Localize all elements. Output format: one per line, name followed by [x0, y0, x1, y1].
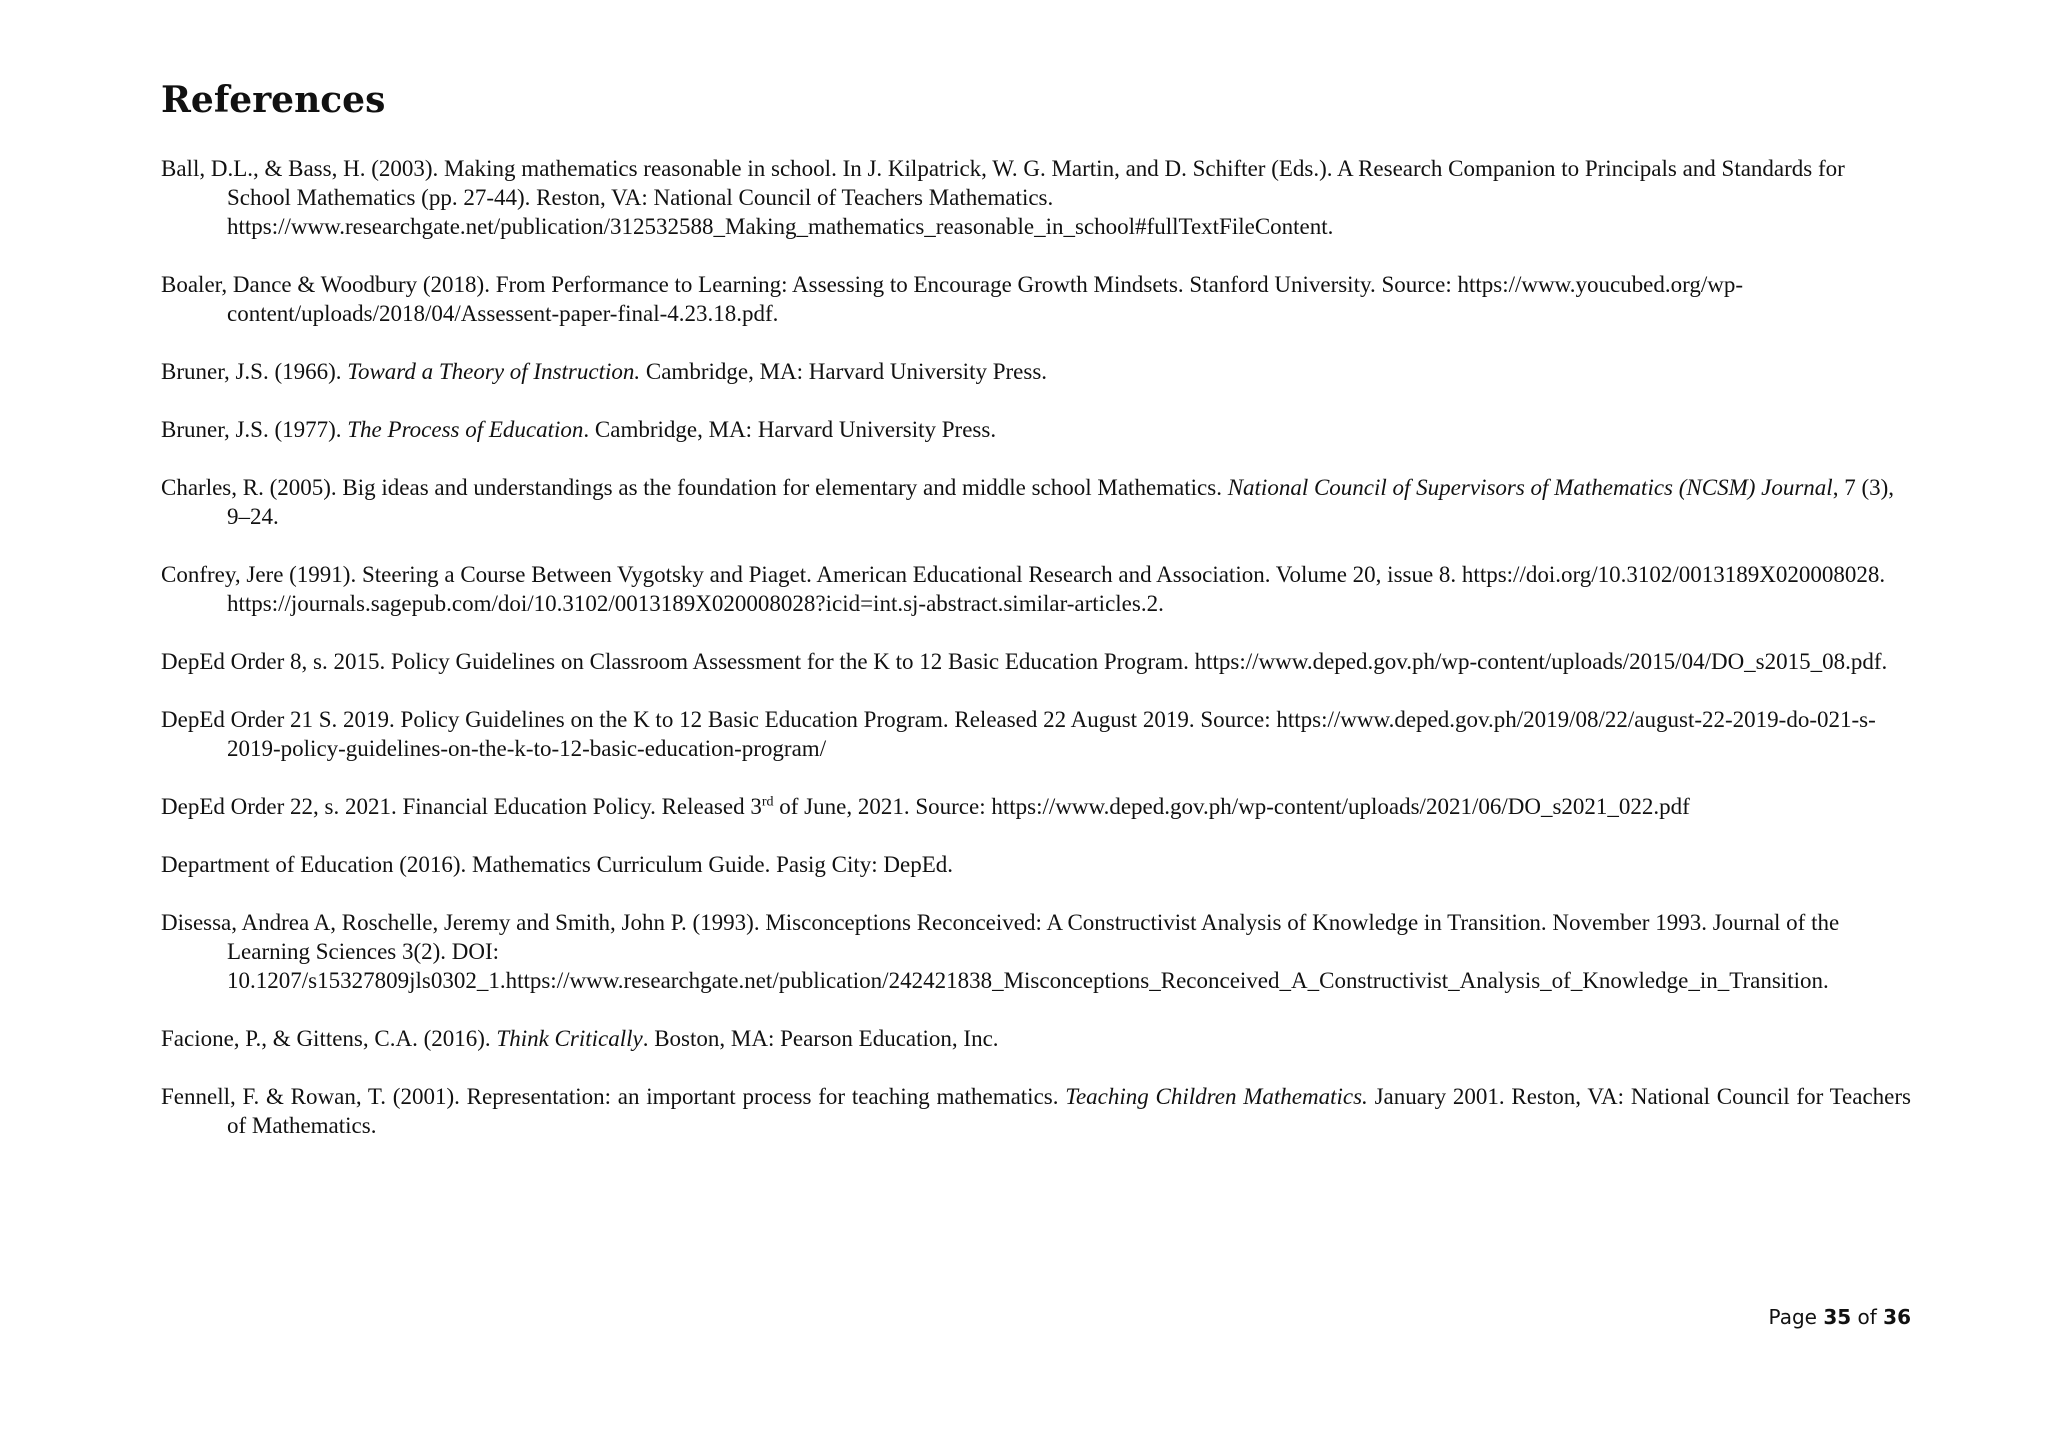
page-label: Page [1768, 1305, 1817, 1329]
reference-deped-order-21: DepEd Order 21 S. 2019. Policy Guidelines on the K to 12 Basic Education Program. Released 22 August 2019. Source: https://www.deped.gov.ph/2019/08/22/august-22-2019-do-021-s-2019-policy-guidelines-on-the-k-to-12-basic-education-program/ [161, 707, 1876, 761]
reference-deped-order-8: DepEd Order 8, s. 2015. Policy Guidelines on Classroom Assessment for the K to 12 Basic Education Program. https://www.deped.gov.ph/wp-content/uploads/2015/04/DO_s2015_08.pdf. [161, 649, 1888, 674]
reference-text: , 7 (3), 9–24. [227, 475, 1895, 529]
page-number [1769, 1304, 1911, 1330]
reference-text: Bruner, J.S. (1966). [161, 359, 348, 384]
reference-text: Fennell, F. & Rowan, T. (2001). Representation: an important process for teaching mathematics. [161, 1084, 1066, 1109]
reference-title: Think Critically [496, 1026, 643, 1051]
page-title: References [161, 79, 386, 121]
reference-charles [161, 473, 1911, 531]
reference-deped-order-22 [161, 792, 1911, 821]
reference-list [161, 154, 1911, 1169]
reference-title: The Process of Education [347, 417, 584, 442]
reference-disessa: Disessa, Andrea A, Roschelle, Jeremy and Smith, John P. (1993). Misconceptions Reconceived: A Constructivist Analysis of Knowledge in Transition. November 1993. Journal of the Learning Sciences 3(2). DOI: 10.1207/s15327809jls0302_1.https://www.researchgate.net/publication/242421838_Misconceptions_Reconceived_A_Constructivist_Analysis_of_Knowledge_in_Transition. [161, 910, 1840, 993]
reference-text: Cambridge, MA: Harvard University Press. [640, 359, 1048, 384]
reference-fennell [161, 1082, 1911, 1140]
of-label: of [1857, 1305, 1877, 1329]
reference-text: Facione, P., & Gittens, C.A. (2016). [161, 1026, 497, 1051]
reference-title: National Council of Supervisors of Mathematics (NCSM) Journal [1227, 475, 1833, 500]
reference-text: January 2001. Reston, VA: National Council for Teachers of Mathematics. [227, 1084, 1911, 1138]
reference-ball: Ball, D.L., & Bass, H. (2003). Making mathematics reasonable in school. In J. Kilpatrick, W. G. Martin, and D. Schifter (Eds.). A Research Companion to Principals and Standards for School Mathematics (pp. 27-44). Reston, VA: National Council of Teachers Mathematics. https://www.researchgate.net/publication/312532588_Making_mathematics_reasonable_in_school#fullTextFileContent. [161, 156, 1845, 239]
reference-text: . Cambridge, MA: Harvard University Press. [583, 417, 997, 442]
reference-confrey: Confrey, Jere (1991). Steering a Course Between Vygotsky and Piaget. American Educational Research and Association. Volume 20, issue 8. https://doi.org/10.3102/0013189X020008028. https://journals.sagepub.com/doi/10.3102/0013189X020008028?icid=int.sj-abstract.similar-articles.2. [161, 562, 1886, 616]
reference-text: Charles, R. (2005). Big ideas and understandings as the foundation for elementary and middle school Mathematics. [161, 475, 1228, 500]
current-page: 35 [1823, 1305, 1852, 1329]
document-page [161, 0, 1911, 1448]
reference-facione [161, 1024, 1911, 1053]
reference-text: DepEd Order 22, s. 2021. Financial Education Policy. Released 3 [161, 794, 762, 819]
reference-text: Bruner, J.S. (1977). [161, 417, 348, 442]
reference-bruner-1966 [161, 357, 1911, 386]
reference-bruner-1977 [161, 415, 1911, 444]
reference-title: Teaching Children Mathematics. [1065, 1084, 1368, 1109]
reference-title: Toward a Theory of Instruction. [347, 359, 641, 384]
ordinal-suffix: rd [761, 794, 774, 810]
total-pages: 36 [1883, 1305, 1911, 1329]
reference-deped-2016: Department of Education (2016). Mathematics Curriculum Guide. Pasig City: DepEd. [161, 852, 954, 877]
reference-boaler: Boaler, Dance & Woodbury (2018). From Performance to Learning: Assessing to Encourage Growth Mindsets. Stanford University. Source: https://www.youcubed.org/wp-content/uploads/2018/04/Assessent-paper-final-4.23.18.pdf. [161, 272, 1744, 326]
reference-text: . Boston, MA: Pearson Education, Inc. [642, 1026, 999, 1051]
reference-text: of June, 2021. Source: https://www.deped.gov.ph/wp-content/uploads/2021/06/DO_s2021_022.pdf [773, 794, 1690, 819]
